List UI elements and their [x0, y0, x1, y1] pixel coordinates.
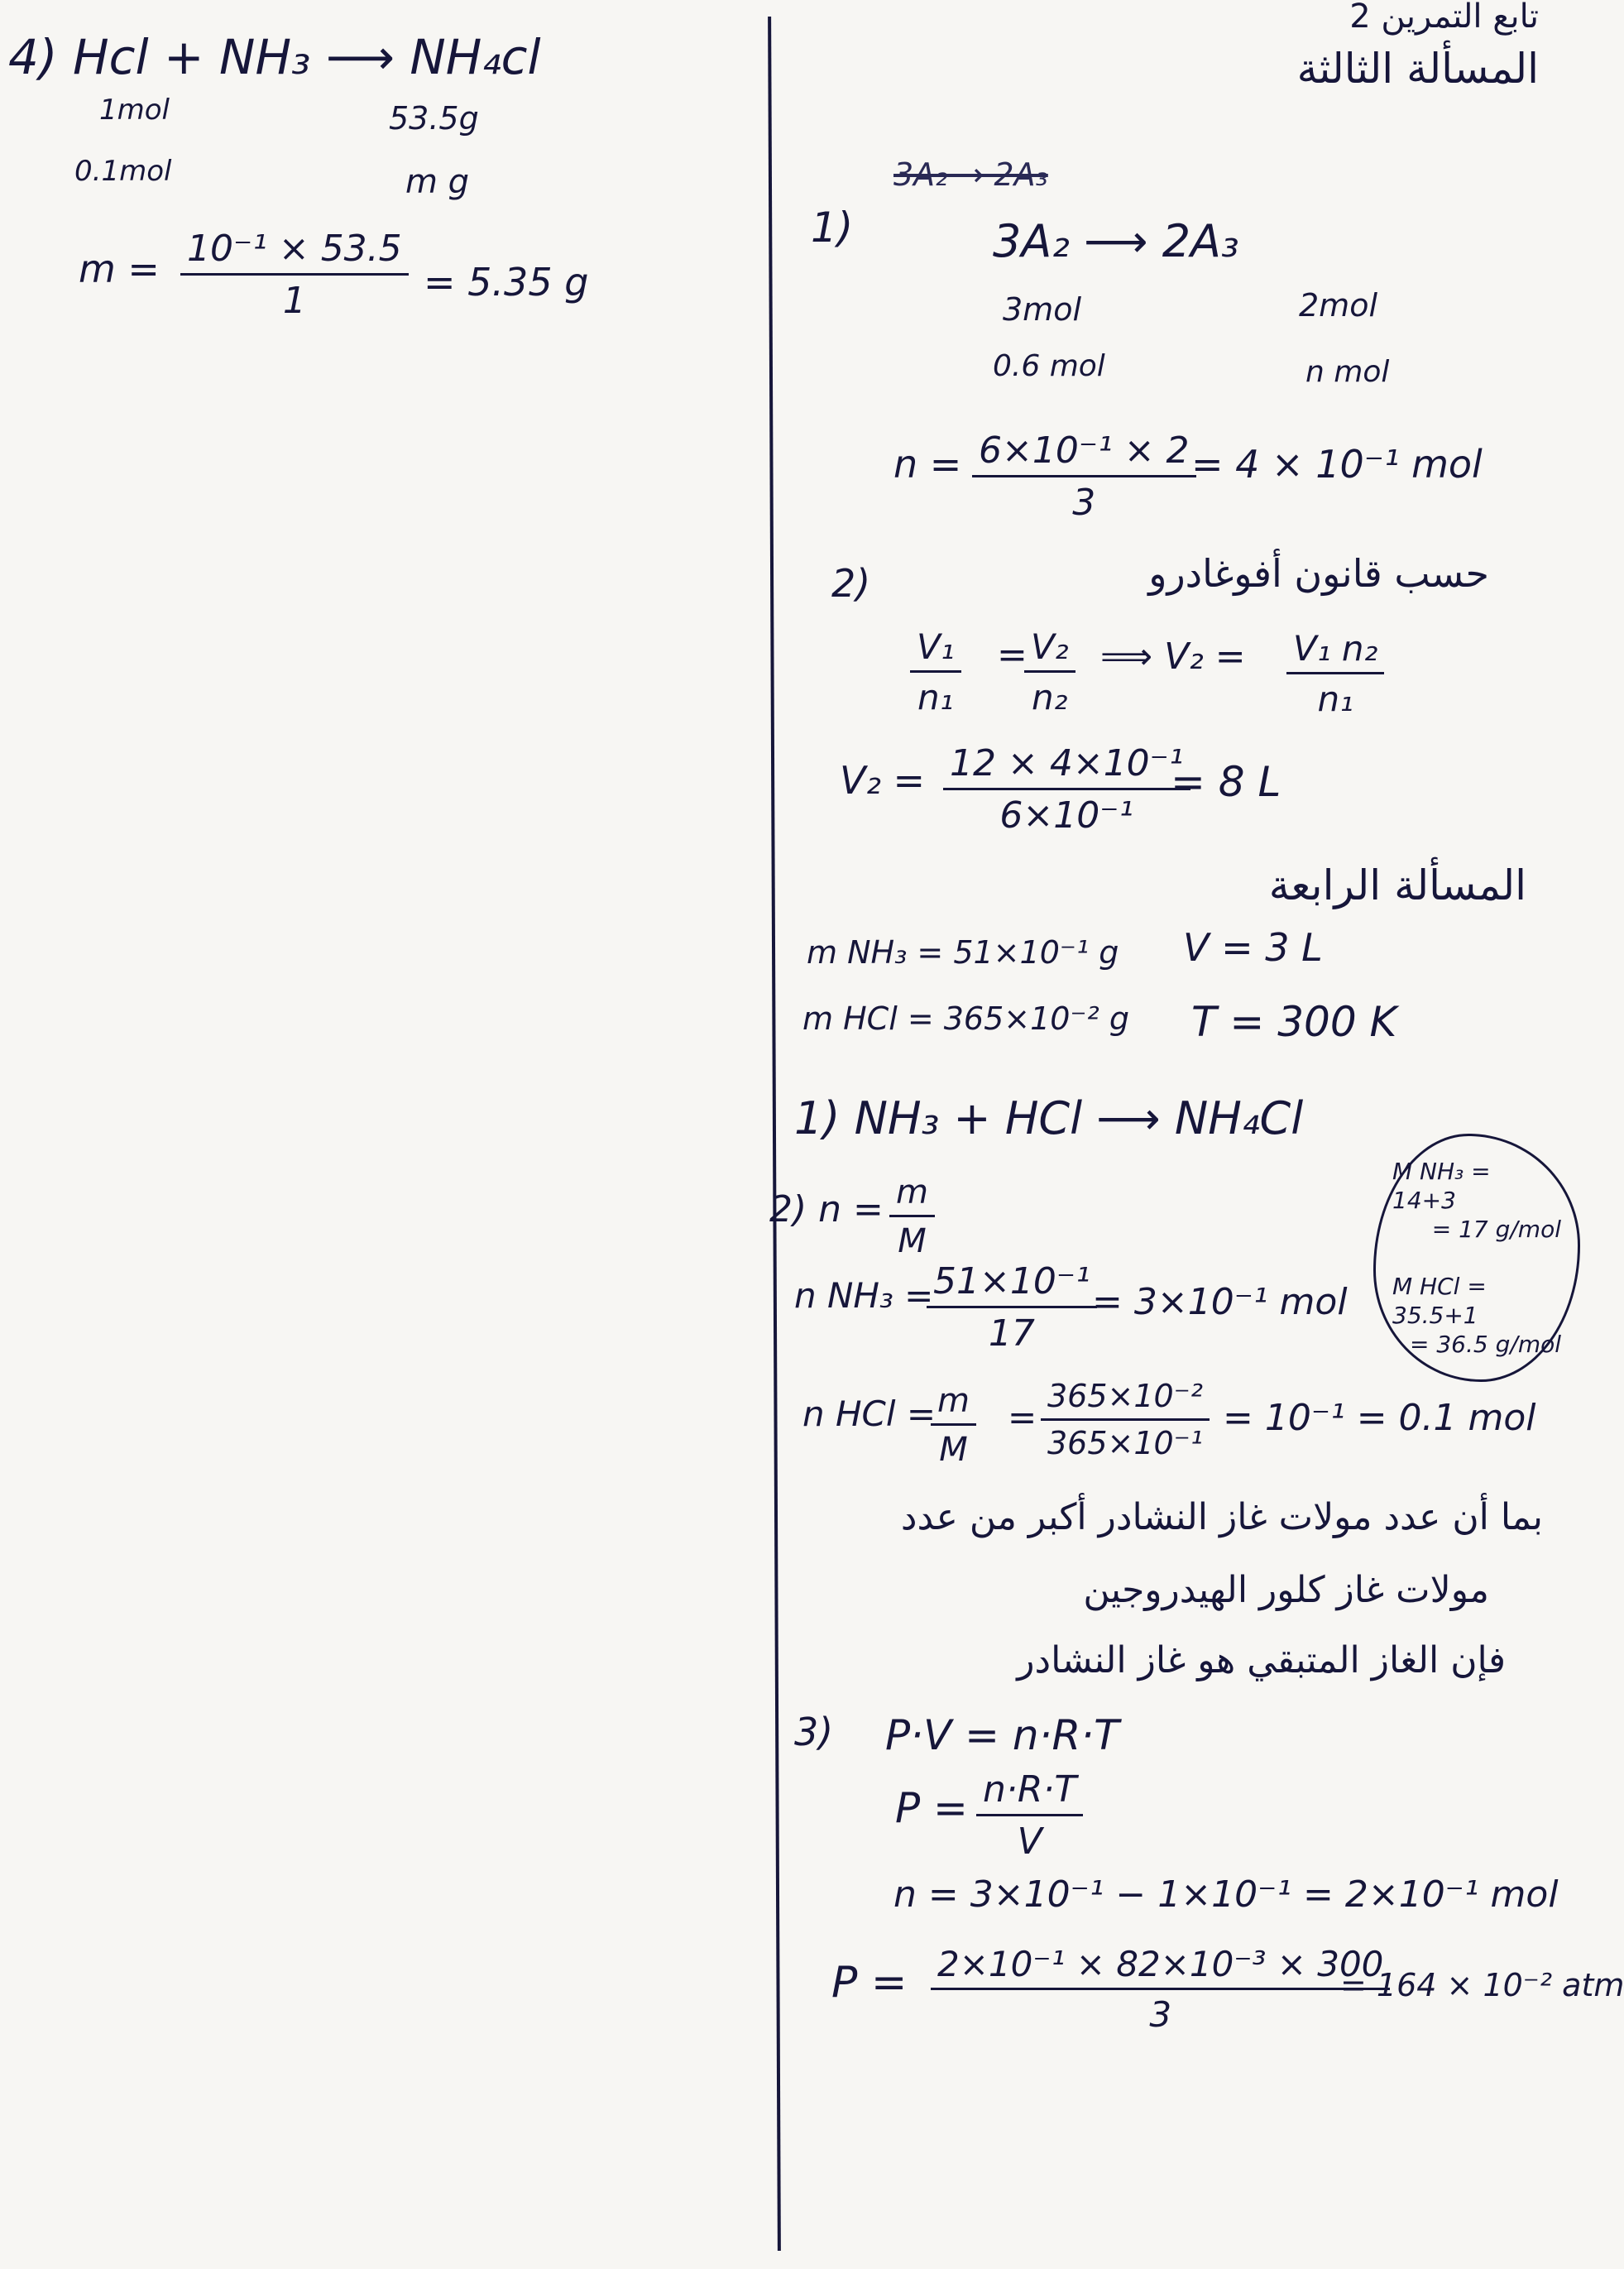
left-calc-lhs: m =: [79, 247, 160, 291]
p3-final-denominator: 3: [1149, 1994, 1172, 2036]
p3-pressure-num: n·R·T: [976, 1771, 1083, 1816]
conclusion-line-1: بما أن عدد مولات غاز النشادر أكبر من عدد: [900, 1496, 1543, 1538]
molar-mass-nh3-value: = 17 g/mol: [1431, 1216, 1561, 1243]
p2-fraction-v2-solved-den: n₁: [1317, 679, 1353, 720]
q4-n-nh3-fraction: [927, 1260, 1097, 1355]
molar-mass-nh3: M NH₃ = 14+3: [1392, 1158, 1491, 1214]
p3-pressure-fraction: [976, 1768, 1083, 1864]
q4-mass-hcl: m HCl = 365×10⁻² g: [802, 1000, 1129, 1037]
q4-n-hcl-values-num: 365×10⁻²: [1041, 1380, 1210, 1421]
p3-final-fraction: [931, 1944, 1390, 2036]
p2-fraction-v1-num: V₁: [910, 629, 961, 673]
p2-fraction-v2-solved: [1286, 628, 1384, 720]
left-calc-numerator: 10⁻¹ × 53.5: [180, 230, 409, 276]
header-problem-four: المسألة الرابعة: [1268, 861, 1526, 909]
p2-fraction-v2-solved-num: V₁ n₂: [1286, 631, 1384, 674]
q4-n-nh3-den: 17: [988, 1312, 1035, 1355]
q4-n-nh3-result: = 3×10⁻¹ mol: [1092, 1281, 1348, 1323]
header-continuation: تابع التمرين 2: [1349, 0, 1539, 36]
p2-label: 2): [831, 561, 871, 606]
p1-label: 1): [811, 204, 854, 252]
column-divider: [768, 17, 781, 2251]
p3-moles-remaining: n = 3×10⁻¹ − 1×10⁻¹ = 2×10⁻¹ mol: [893, 1873, 1559, 1916]
q4-n-hcl-fraction-values: [1041, 1380, 1210, 1461]
p2-fraction-v1-den: n₁: [917, 677, 954, 718]
q4-n-hcl-result: = 10⁻¹ = 0.1 mol: [1223, 1397, 1536, 1439]
q4-temperature: T = 300 K: [1191, 998, 1397, 1046]
conclusion-line-2: مولات غاز كلور الهيدروجين: [1083, 1569, 1489, 1611]
left-q4-ratio-right-1: 53.5g: [389, 100, 479, 137]
left-calc-fraction: [180, 228, 409, 323]
q4-reaction: 1) NH₃ + HCl ⟶ NH₄Cl: [794, 1092, 1304, 1144]
left-q4-equation: 4) Hcl + NH₃ ⟶ NH₄cl: [8, 29, 541, 85]
p2-calc-lhs: V₂ =: [840, 758, 926, 803]
left-q4-ratio-left-1: 1mol: [99, 94, 170, 127]
p1-calc-result: = 4 × 10⁻¹ mol: [1191, 442, 1483, 487]
p2-equals: =: [997, 634, 1028, 676]
p1-calc-denominator: 3: [1072, 482, 1096, 525]
struck-equation: 3A₂ → 2A₃: [893, 156, 1048, 193]
q4-n-hcl-fraction-mM-num: m: [931, 1384, 976, 1426]
q4-n-hcl-values-den: 365×10⁻¹: [1047, 1424, 1204, 1461]
p2-fraction-v1: [910, 626, 961, 718]
p1-moles-right-1: 2mol: [1299, 287, 1377, 324]
q4-n-hcl-lhs: n HCl =: [802, 1394, 937, 1434]
p1-moles-left-2: 0.6 mol: [993, 349, 1105, 383]
left-calc-denominator: 1: [282, 280, 306, 323]
p2-calc-numerator: 12 × 4×10⁻¹: [943, 745, 1190, 790]
p1-calc-lhs: n =: [893, 442, 962, 487]
p1-calc-numerator: 6×10⁻¹ × 2: [972, 432, 1196, 477]
p2-calc-result: = 8 L: [1171, 758, 1281, 806]
p3-pressure-lhs: P =: [895, 1784, 968, 1832]
molar-mass-hcl-value: = 36.5 g/mol: [1410, 1331, 1561, 1358]
p3-final-lhs: P =: [831, 1958, 908, 2008]
p1-equation: 3A₂ ⟶ 2A₃: [993, 215, 1239, 267]
p3-final-numerator: 2×10⁻¹ × 82×10⁻³ × 300: [931, 1946, 1390, 1990]
q4-n-nh3-lhs: n NH₃ =: [794, 1275, 934, 1316]
p2-calc-denominator: 6×10⁻¹: [999, 794, 1134, 837]
p2-fraction-v2-num: V₂: [1024, 629, 1075, 673]
q4-n-hcl-fraction-mM: [931, 1384, 976, 1467]
q4-mass-nh3: m NH₃ = 51×10⁻¹ g: [807, 934, 1119, 971]
q4-volume: V = 3 L: [1183, 925, 1323, 970]
q4-n-formula-num: m: [889, 1175, 935, 1217]
p2-fraction-v2: [1024, 626, 1075, 718]
p2-implies: ⟹ V₂ =: [1100, 636, 1246, 678]
q4-n-nh3-num: 51×10⁻¹: [927, 1263, 1097, 1308]
q4-n-hcl-equals: =: [1008, 1397, 1037, 1437]
p3-pressure-den: V: [1017, 1820, 1042, 1864]
q4-n-formula-lhs: 2) n =: [769, 1188, 884, 1230]
p2-avogadro-law: حسب قانون أفوغادرو: [1148, 551, 1489, 596]
p2-fraction-v2-den: n₂: [1032, 677, 1068, 718]
q4-n-hcl-fraction-mM-den: M: [939, 1431, 968, 1469]
p1-moles-left-1: 3mol: [1003, 291, 1081, 328]
molar-mass-hcl: M HCl = 35.5+1: [1392, 1273, 1487, 1329]
left-calc-result: = 5.35 g: [424, 260, 589, 305]
p1-moles-right-2: n mol: [1305, 355, 1390, 389]
p2-calc-fraction: [943, 742, 1190, 837]
molar-mass-note: [1373, 1134, 1580, 1382]
q4-n-formula-den: M: [898, 1222, 927, 1260]
conclusion-line-3: فإن الغاز المتبقي هو غاز النشادر: [1017, 1639, 1506, 1681]
header-problem-three: المسألة الثالثة: [1296, 45, 1539, 93]
p3-final-result: = 164 × 10⁻² atm: [1340, 1967, 1624, 2003]
q4-n-formula-fraction: [889, 1175, 935, 1259]
p3-label: 3): [794, 1710, 834, 1754]
left-q4-ratio-left-2: 0.1mol: [74, 155, 172, 188]
left-q4-ratio-right-2: m g: [405, 163, 470, 201]
p3-ideal-gas-law: P·V = n·R·T: [885, 1711, 1119, 1759]
p1-calc-fraction: [972, 429, 1196, 525]
